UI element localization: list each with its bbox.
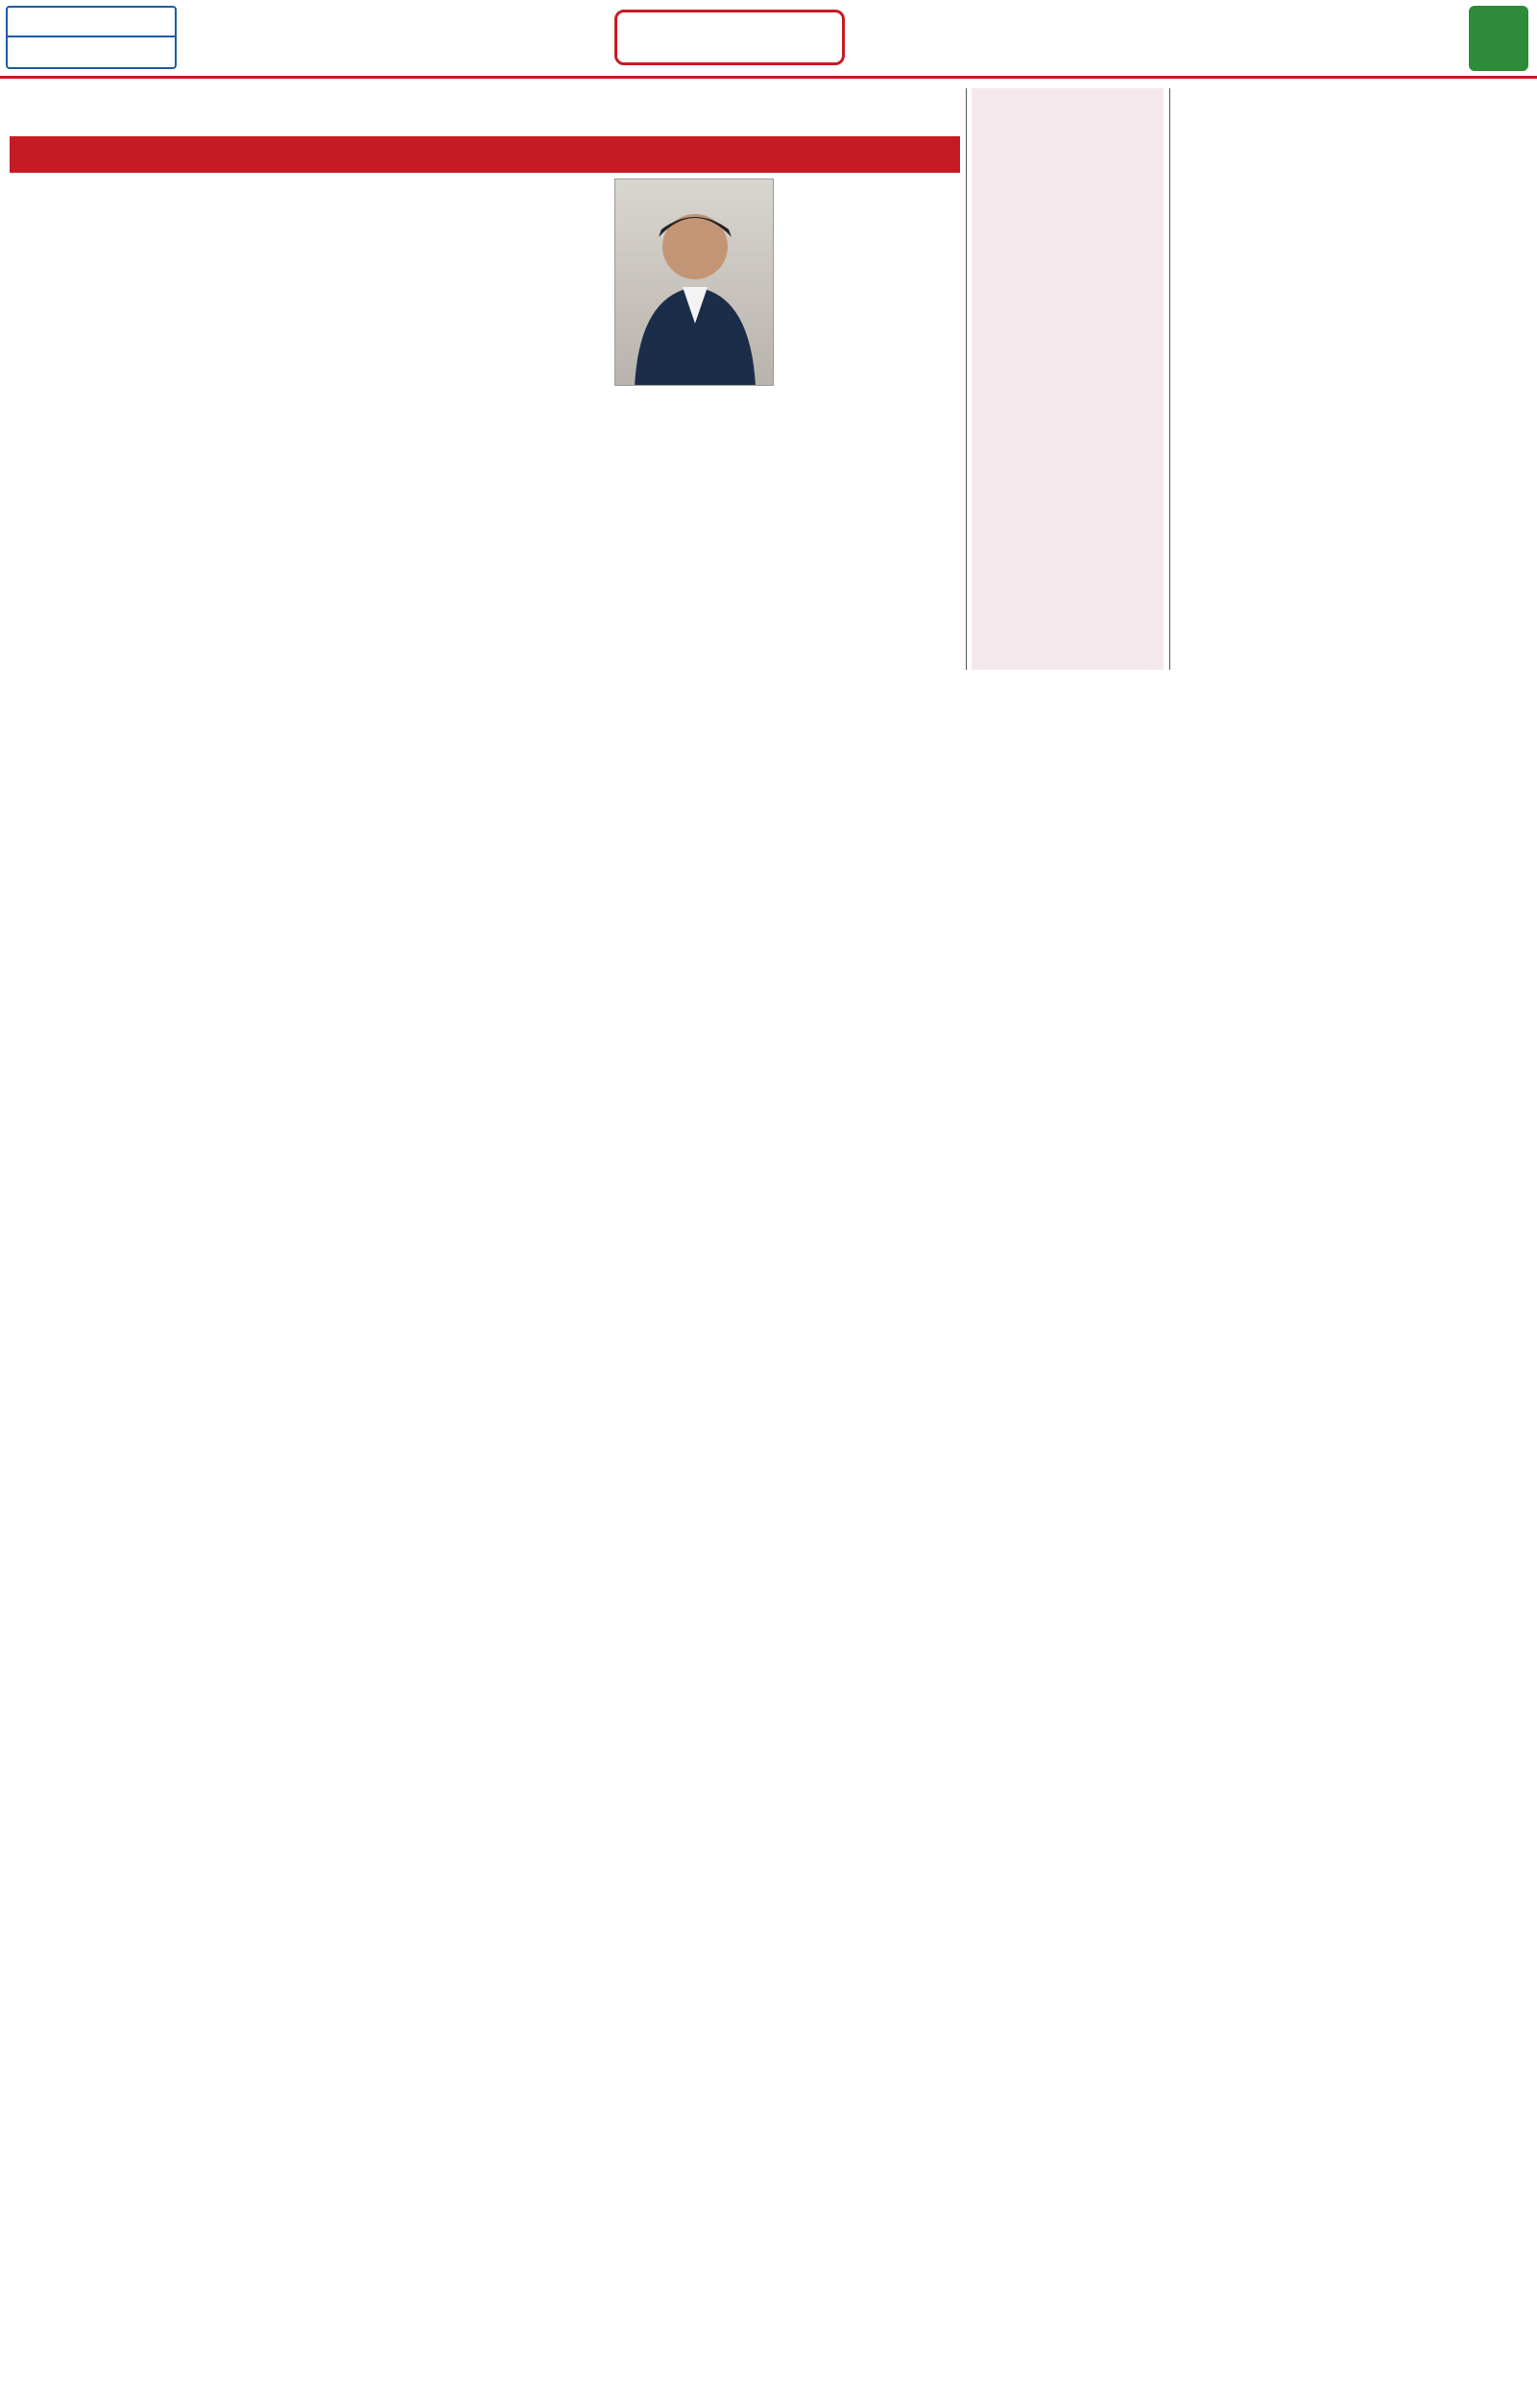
headline-prof-mahmood [972, 88, 1164, 96]
body-raghav-3 [10, 395, 774, 670]
box-prof-mahmood [972, 88, 1164, 670]
photo-raghav [614, 179, 774, 386]
section-title [614, 10, 845, 65]
newspaper-logo [1253, 6, 1454, 73]
subhead-raghav [10, 136, 960, 173]
page-number [1469, 6, 1528, 71]
body-prof-mahmood [972, 104, 1164, 555]
date-urdu [8, 8, 175, 37]
date-english [8, 37, 175, 67]
column-rule [1169, 88, 1170, 670]
body-raghav-1 [780, 179, 960, 543]
person-icon [615, 179, 774, 386]
date-box [6, 6, 177, 69]
masthead [0, 0, 1537, 79]
subhead-prof-mahmood [972, 96, 1164, 104]
column-rule [966, 88, 967, 670]
body-raghav-2 [10, 179, 609, 390]
